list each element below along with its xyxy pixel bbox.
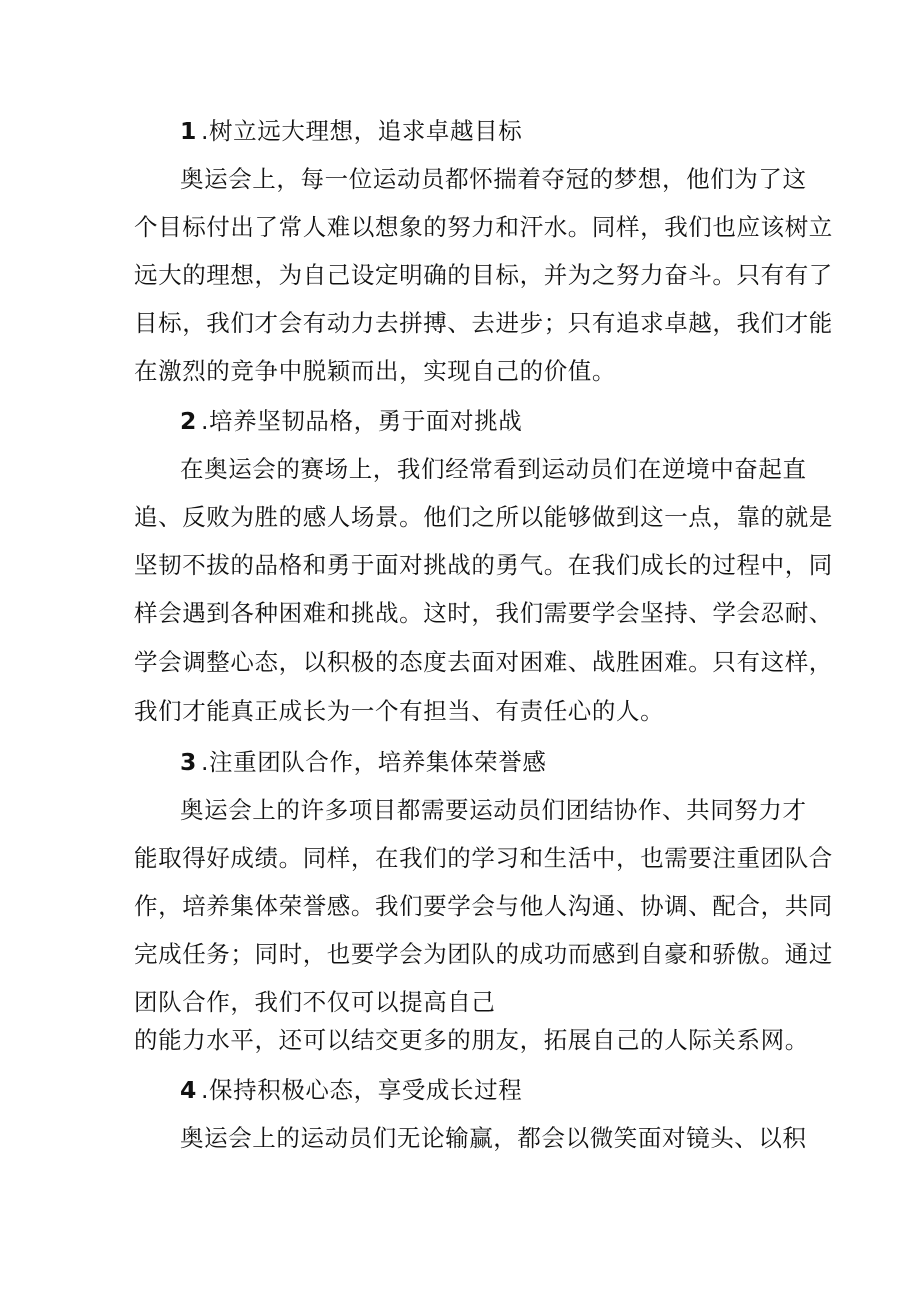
section-title: .保持积极心态，享受成长过程: [200, 1076, 523, 1104]
paragraph-line: 的能力水平，还可以结交更多的朋友，拓展自己的人际关系网。: [134, 1026, 809, 1054]
section-number: 2: [180, 407, 197, 435]
paragraph-line: 追、反败为胜的感人场景。他们之所以能够做到这一点，靠的就是: [134, 503, 833, 531]
paragraph-line: 作，培养集体荣誉感。我们要学会与他人沟通、协调、配合，共同: [134, 892, 833, 920]
paragraph-line: 在激烈的竞争中脱颖而出，实现自己的价值。: [134, 357, 616, 385]
section-number: 1: [180, 117, 197, 145]
paragraph-line: 远大的理想，为自己设定明确的目标，并为之努力奋斗。只有有了: [134, 261, 833, 289]
section-heading-2: [180, 405, 840, 437]
section-title: .培养坚韧品格，勇于面对挑战: [200, 407, 523, 435]
section-heading-1: [180, 115, 840, 147]
paragraph-line: 样会遇到各种困难和挑战。这时，我们需要学会坚持、学会忍耐、: [134, 599, 833, 627]
paragraph-line: 学会调整心态，以积极的态度去面对困难、战胜困难。只有这样，: [134, 648, 833, 676]
paragraph-line: 坚韧不拔的品格和勇于面对挑战的勇气。在我们成长的过程中，同: [134, 551, 833, 579]
paragraph-line: 奥运会上，每一位运动员都怀揣着夺冠的梦想，他们为了这: [180, 165, 807, 193]
paragraph-line: 目标，我们才会有动力去拼搏、去进步；只有追求卓越，我们才能: [134, 309, 833, 337]
paragraph-line: 奥运会上的运动员们无论输赢，都会以微笑面对镜头、以积: [180, 1124, 807, 1152]
section-title: .注重团队合作，培养集体荣誉感: [200, 748, 547, 776]
paragraph-line: 我们才能真正成长为一个有担当、有责任心的人。: [134, 697, 665, 725]
section-number: 4: [180, 1076, 197, 1104]
section-number: 3: [180, 748, 197, 776]
paragraph-line: 团队合作，我们不仅可以提高自己: [134, 988, 496, 1016]
paragraph-line: 奥运会上的许多项目都需要运动员们团结协作、共同努力才: [180, 796, 807, 824]
section-heading-4: [180, 1074, 840, 1106]
section-heading-3: [180, 746, 840, 778]
paragraph-line: 个目标付出了常人难以想象的努力和汗水。同样，我们也应该树立: [134, 213, 833, 241]
section-title: .树立远大理想，追求卓越目标: [200, 117, 523, 145]
paragraph-line: 能取得好成绩。同样，在我们的学习和生活中，也需要注重团队合: [134, 844, 833, 872]
paragraph-line: 在奥运会的赛场上，我们经常看到运动员们在逆境中奋起直: [180, 455, 807, 483]
paragraph-line: 完成任务；同时，也要学会为团队的成功而感到自豪和骄傲。通过: [134, 940, 833, 968]
